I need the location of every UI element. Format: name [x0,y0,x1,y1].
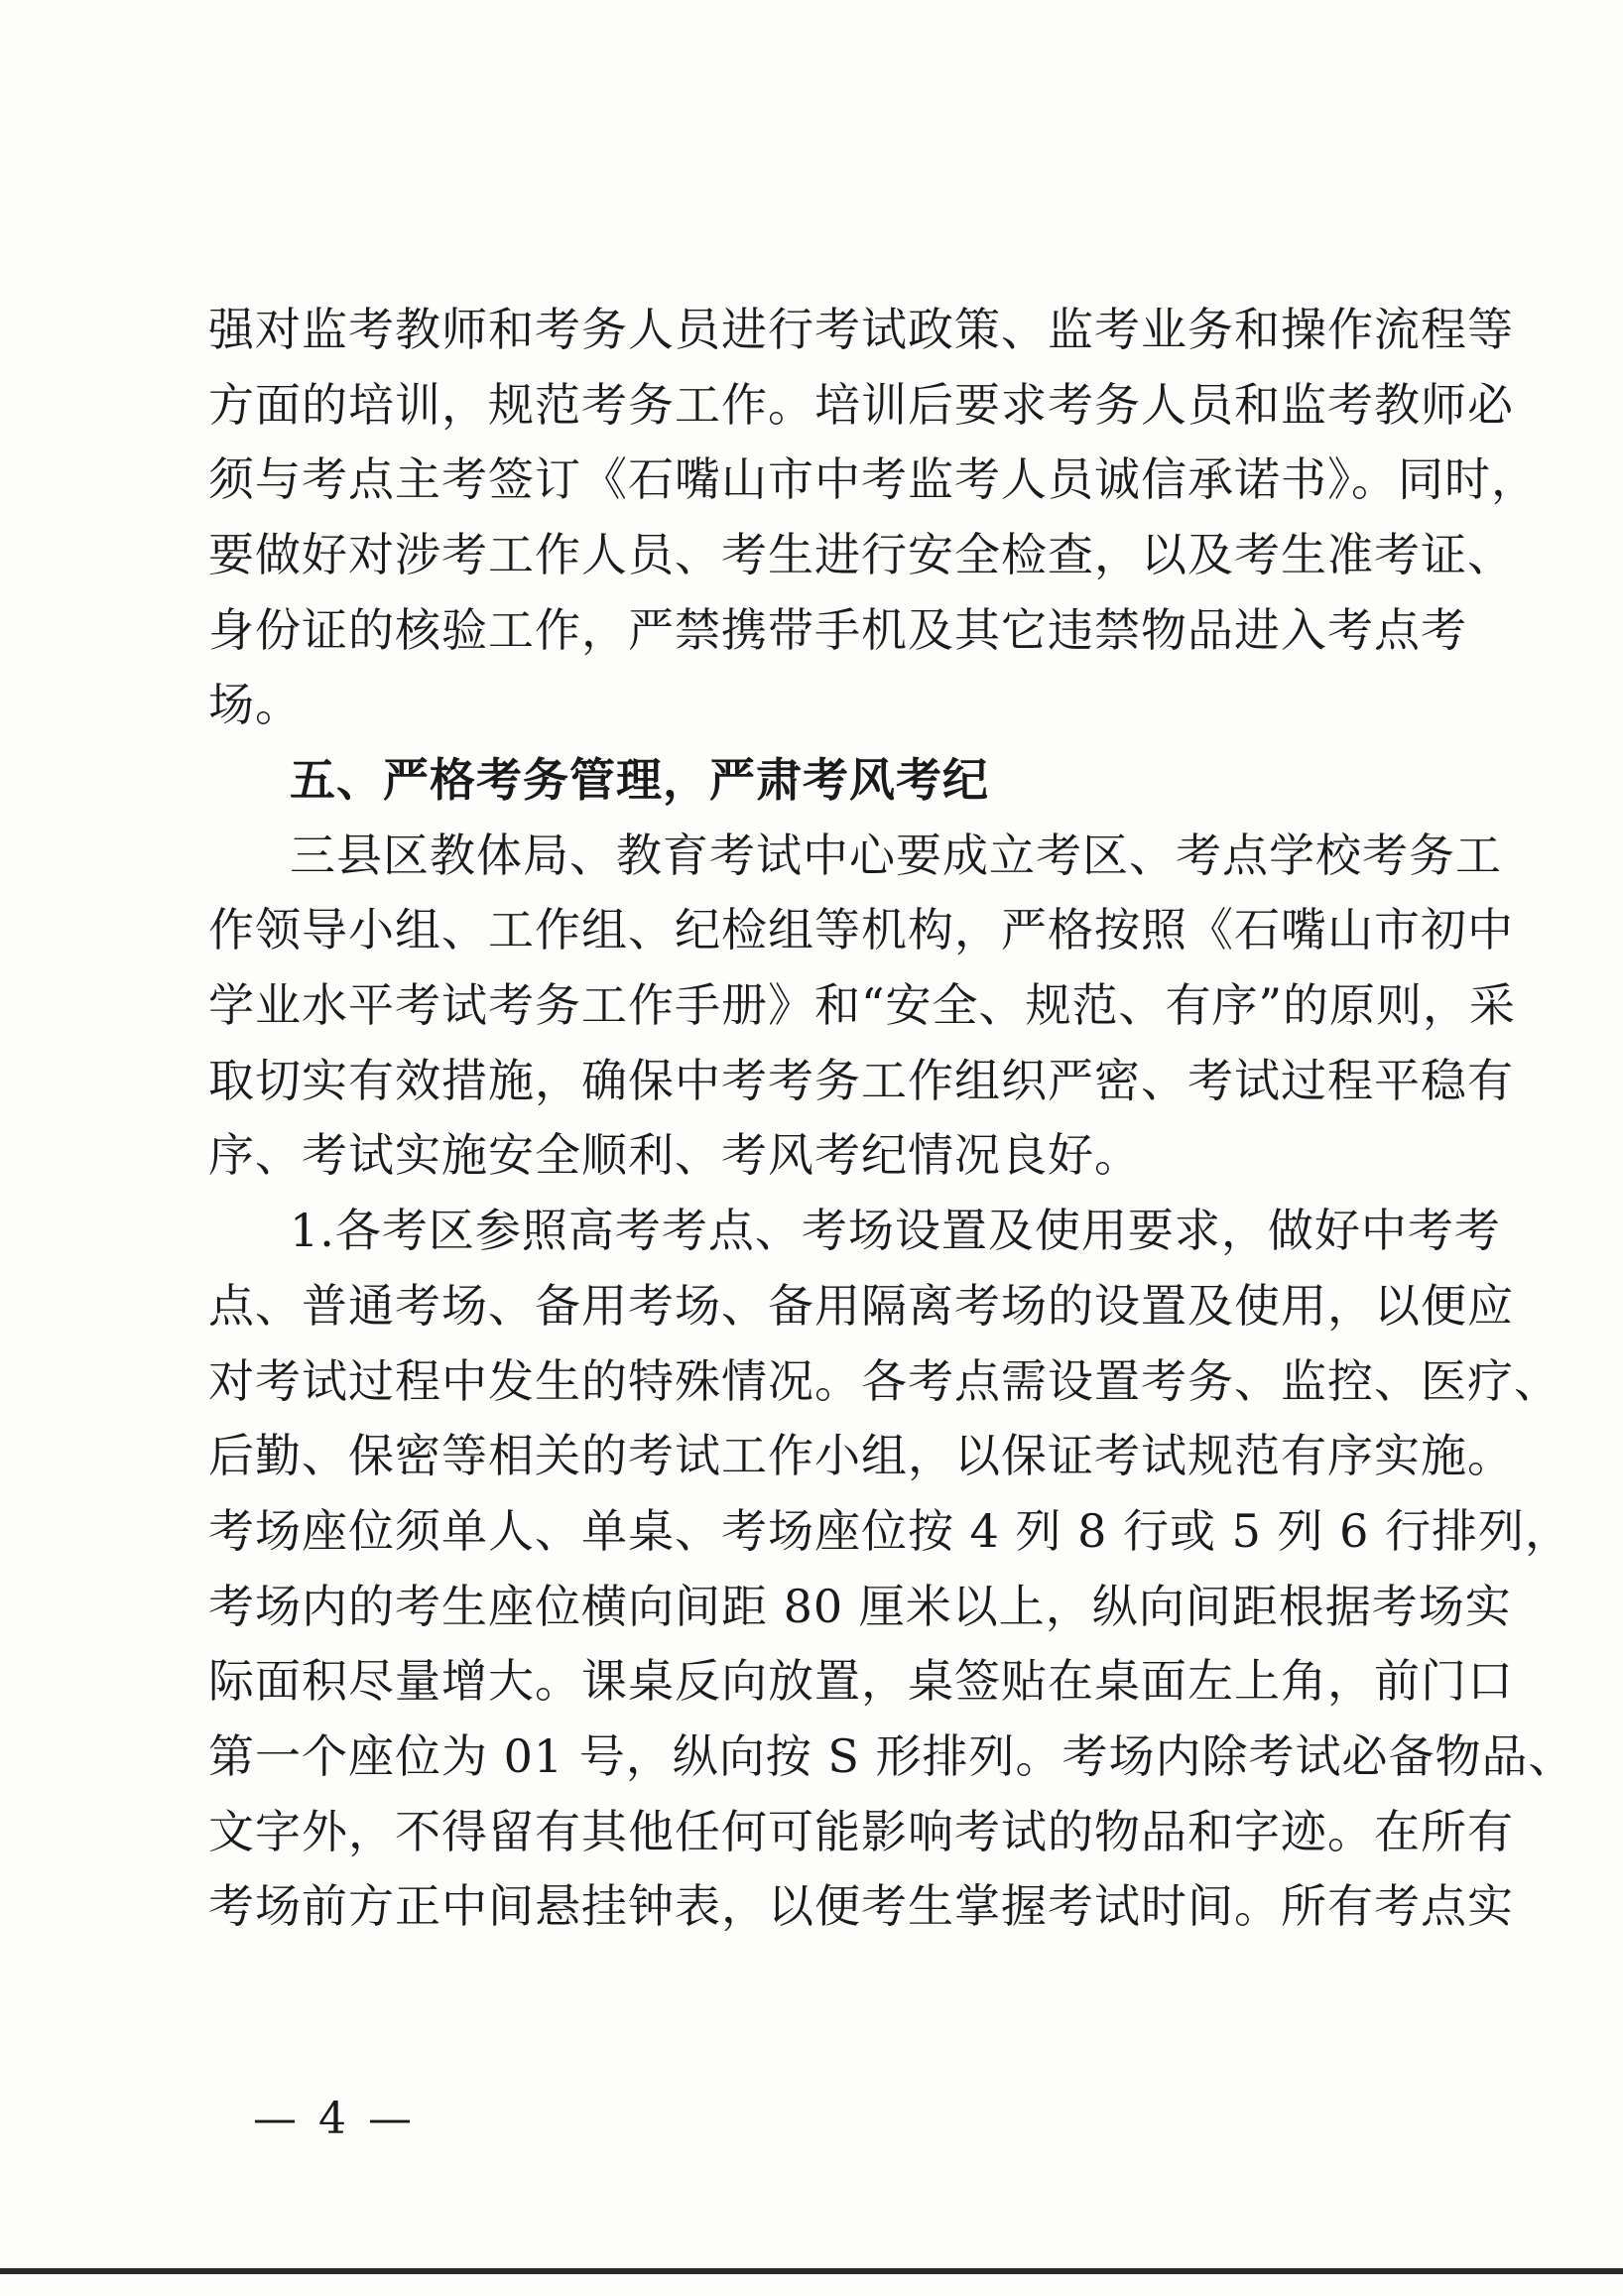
body-line: 考场前方正中间悬挂钟表，以便考生掌握考试时间。所有考点实 [208,1879,1514,1933]
body-line: 后勤、保密等相关的考试工作小组，以保证考试规范有序实施。 [208,1429,1514,1482]
body-line: 对考试过程中发生的特殊情况。各考点需设置考务、监控、医疗、 [208,1354,1561,1408]
body-line: 际面积尽量增大。课桌反向放置，桌签贴在桌面左上角，前门口 [208,1654,1514,1708]
body-line: 三县区教体局、教育考试中心要成立考区、考点学校考务工 [290,829,1502,882]
page-bottom-edge [0,2268,1623,2274]
body-line: 作领导小组、工作组、纪检组等机构，严格按照《石嘴山市初中 [208,903,1514,957]
page-number: — 4 — [253,2094,416,2144]
body-line: 考场内的考生座位横向间距 80 厘米以上，纵向间距根据考场实 [208,1580,1512,1633]
body-line: 点、普通考场、备用考场、备用隔离考场的设置及使用，以便应 [208,1279,1514,1333]
body-line: 考场座位须单人、单桌、考场座位按 4 列 8 行或 5 列 6 行排列， [208,1504,1572,1558]
body-line: 1.各考区参照高考考点、考场设置及使用要求，做好中考考 [290,1204,1501,1257]
body-line: 强对监考教师和考务人员进行考试政策、监考业务和操作流程等 [208,303,1514,356]
body-line: 取切实有效措施，确保中考考务工作组织严密、考试过程平稳有 [208,1054,1514,1107]
body-line: 序、考试实施安全顺利、考风考纪情况良好。 [208,1128,1141,1182]
body-line: 须与考点主考签订《石嘴山市中考监考人员诚信承诺书》。同时， [208,452,1538,506]
body-line: 场。 [208,678,302,731]
body-line: 第一个座位为 01 号，纵向按 S 形排列。考场内除考试必备物品、 [208,1729,1575,1783]
body-line: 身份证的核验工作，严禁携带手机及其它违禁物品进入考点考 [208,603,1467,657]
section-heading: 五、严格考务管理，严肃考风考纪 [290,753,989,807]
body-line: 文字外，不得留有其他任何可能影响考试的物品和字迹。在所有 [208,1805,1514,1858]
body-line: 要做好对涉考工作人员、考生进行安全检查，以及考生准考证、 [208,528,1514,581]
body-line: 方面的培训，规范考务工作。培训后要求考务人员和监考教师必 [208,378,1514,432]
body-line: 学业水平考试考务工作手册》和“安全、规范、有序”的原则，采 [208,978,1517,1032]
